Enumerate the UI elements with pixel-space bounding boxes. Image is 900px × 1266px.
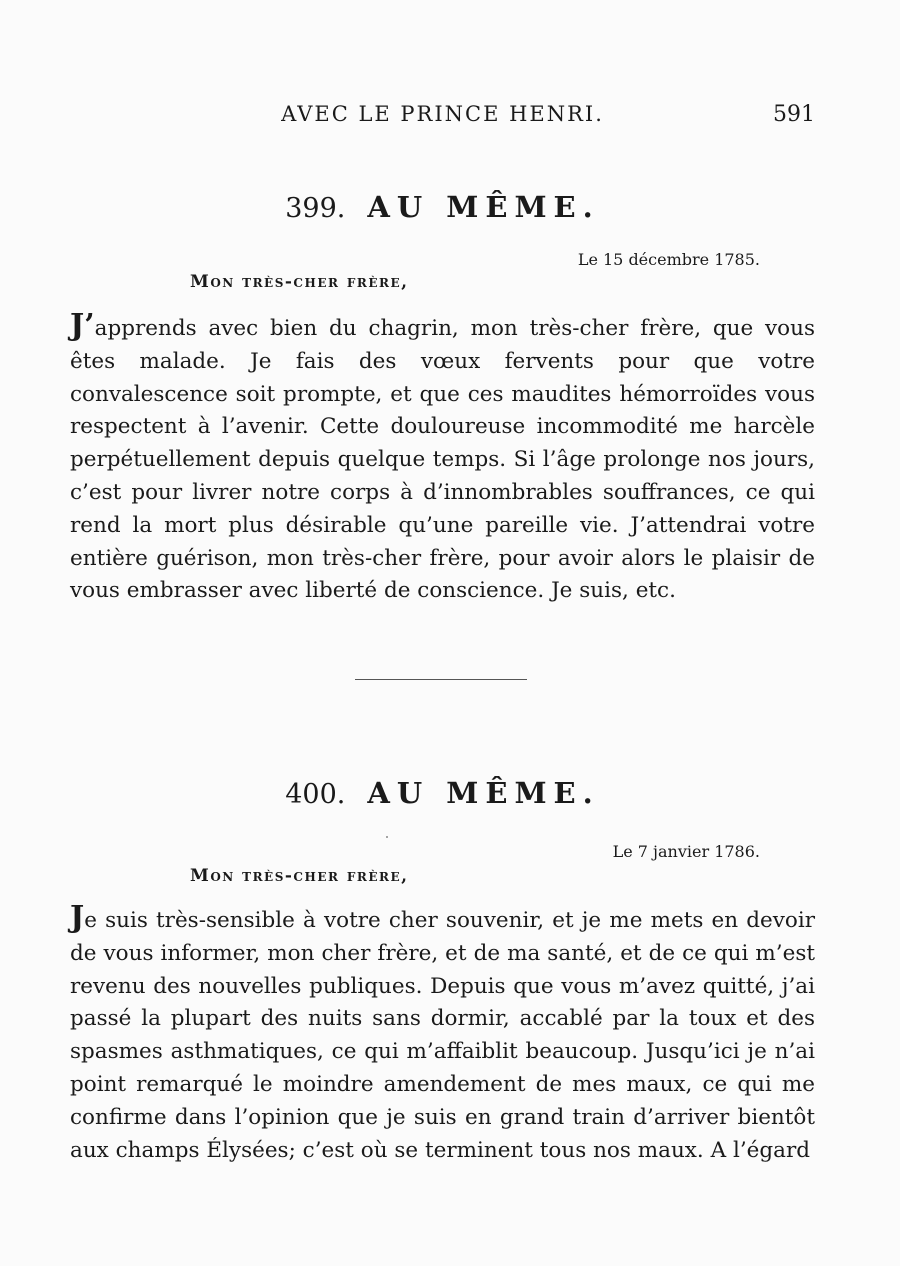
letter-body: J’apprends avec bien du chagrin, mon très-cher frère, que vous êtes malade. Je fais des vœux fervents pour que votre convalescence soit prompte, et que ces maudites hémorroïdes vous respectent à l’avenir. Cette douloureuse incommodité me harcèle perpétuellement depuis quelque temps. Si l’âge prolonge nos jours, c’est pour livrer notre corps à d’innombrables souffrances, ce qui rend la mort plus désirable qu’une pareille vie. J’attendrai votre entière guérison, mon très-cher frère, pour avoir alors le plaisir de vous embrasser avec liberté de conscience. Je suis, etc. (70, 308, 815, 604)
page-number: 591 (773, 102, 815, 127)
letter-salutation: Mon très-cher frère, (190, 866, 409, 886)
ink-speck (386, 836, 388, 838)
letter-number: 400. (285, 779, 346, 810)
letter-date: Le 15 décembre 1785. (577, 250, 760, 269)
letter-title: AU MÊME. (367, 190, 600, 224)
letter-salutation: Mon très-cher frère, (190, 272, 409, 292)
section-divider (355, 679, 527, 680)
running-title: AVEC LE PRINCE HENRI. (281, 102, 604, 126)
letter-heading (0, 190, 885, 224)
letter-heading (0, 776, 885, 810)
letter-body: Je suis très-sensible à votre cher souvenir, et je me mets en devoir de vous informer, mon cher frère, et de ma santé, et de ce qui m’est revenu des nouvelles publiques. Depuis que vous m’avez quitté, j’ai passé la plupart des nuits sans dormir, accablé par la toux et des spasmes asthmatiques, ce qui m’affaiblit beaucoup. Jusqu’ici je n’ai point remarqué le moindre amendement de mes maux, ce qui me confirme dans l’opinion que je suis en grand train d’arriver bientôt aux champs Élysées; c’est où se terminent tous nos maux. A l’égard (70, 900, 815, 1163)
letter-date: Le 7 janvier 1786. (612, 842, 760, 861)
running-head (70, 102, 815, 132)
letter-title: AU MÊME. (367, 776, 600, 810)
letter-number: 399. (285, 193, 346, 224)
